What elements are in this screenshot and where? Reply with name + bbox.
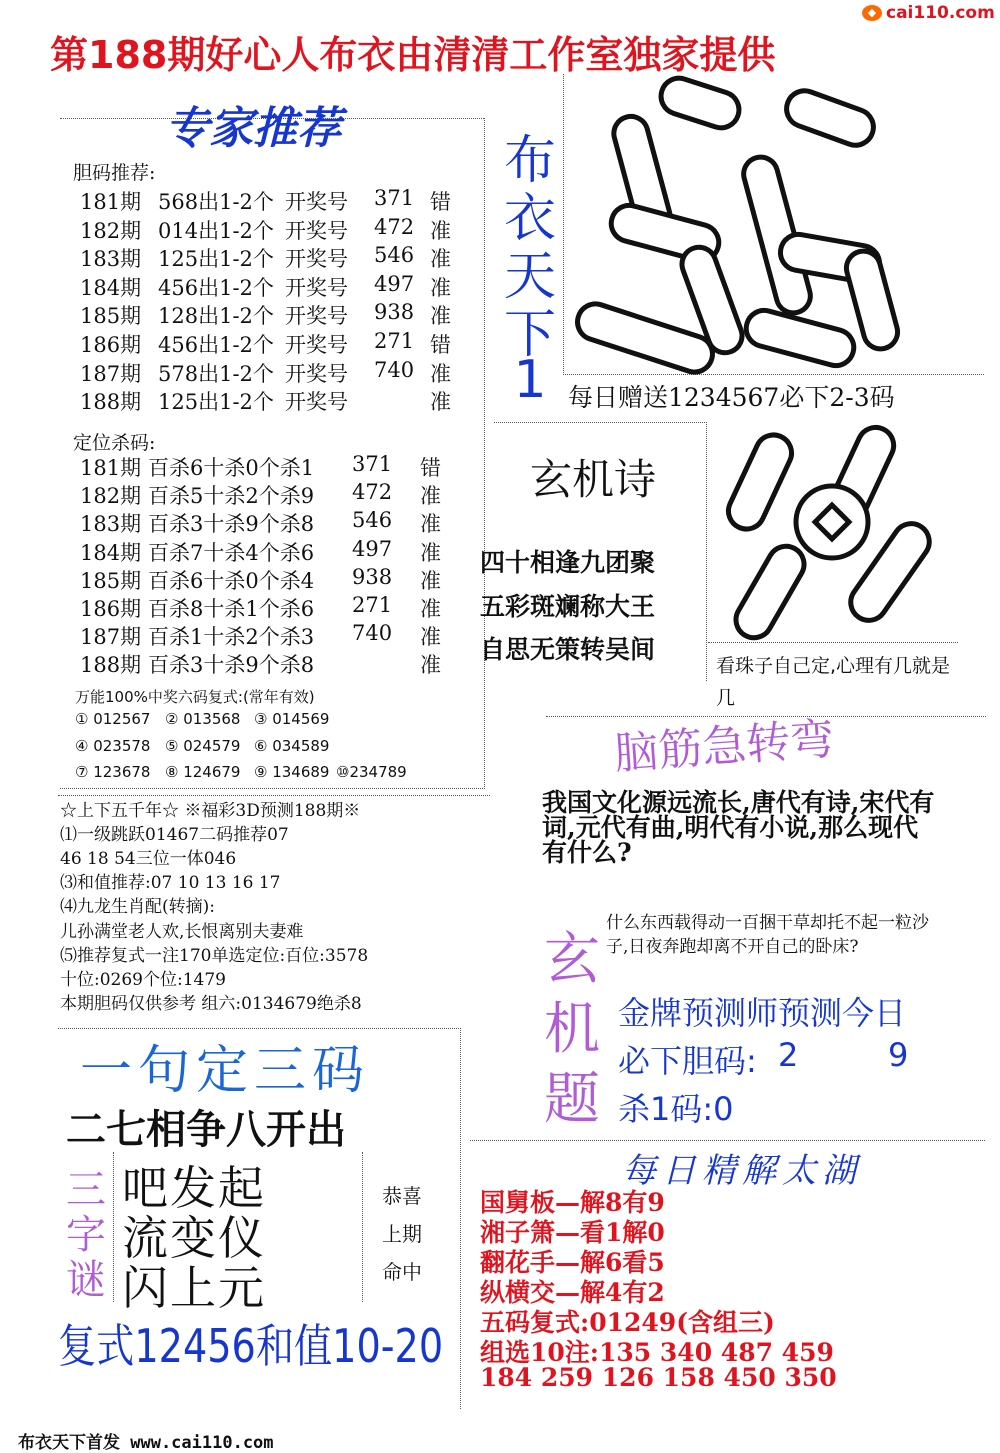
kill-pick: 百杀3十杀9个杀8 [148, 512, 315, 537]
three-word-line: 流变仪 [122, 1211, 266, 1265]
wanneng-code: ⑥ 034589 [254, 736, 330, 755]
kill-pick: 百杀7十杀4个杀6 [148, 540, 315, 565]
dan-mark: 准 [430, 275, 451, 300]
page-title: 第188期好心人布衣由清清工作室独家提供 [50, 33, 776, 77]
dan-period: 184期 [80, 275, 142, 300]
kill-mark: 错 [420, 456, 441, 480]
dan-label: 开奖号 [285, 218, 348, 243]
kill-pick: 百杀6十杀0个杀4 [148, 568, 315, 593]
dan-mark: 准 [430, 304, 451, 329]
dan-pick: 014出1-2个 [158, 218, 274, 243]
daily-gift: 每日赠送1234567必下2-3码 [568, 383, 895, 412]
wanneng-title: 万能100%中奖六码复式:(常年有效) [75, 688, 315, 706]
site-logo[interactable] [858, 2, 1000, 24]
three-word-line: 闪上元 [122, 1261, 266, 1315]
logo-text: cai110.com [886, 3, 995, 23]
poem-line: 五彩斑斓称大王 [480, 591, 656, 621]
dan-pick: 128出1-2个 [158, 304, 274, 329]
dan-mark: 错 [430, 333, 451, 357]
kill-period: 187期 [80, 625, 142, 650]
dan-period: 182期 [80, 218, 142, 243]
dan-period: 185期 [80, 304, 142, 329]
taihu-title: 每日精解太湖 [622, 1151, 862, 1191]
history-line: 46 18 54三位一体046 [60, 849, 237, 870]
gold-kill: 杀1码:0 [618, 1090, 734, 1128]
kill-pick: 百杀5十杀2个杀9 [148, 484, 315, 509]
kill-period: 184期 [80, 540, 142, 565]
xuanji-title-char: 机 [544, 997, 600, 1062]
kill-result: 472 [352, 480, 393, 505]
dan-label: 开奖号 [285, 390, 348, 415]
vertical-title-char: 衣 [503, 189, 556, 249]
vertical-title-char: 下 [503, 305, 556, 365]
one-sentence: 二七相争八开出 [66, 1107, 346, 1153]
kill-mark: 准 [420, 512, 441, 537]
kill-result: 271 [352, 593, 393, 617]
dan-result: 371 [374, 186, 415, 210]
dan-mark: 准 [430, 218, 451, 243]
dan-mark: 准 [430, 247, 451, 272]
kill-mark: 准 [420, 625, 441, 650]
bead-illustration [712, 422, 972, 646]
three-word-rule-right [362, 1152, 363, 1302]
poem-title: 玄机诗 [530, 455, 657, 504]
vertical-title-char: 1 [513, 350, 547, 410]
history-line: 儿孙满堂老人欢,长恨离别夫妻难 [60, 921, 304, 942]
fushi: 复式12456和值10-20 [58, 1319, 444, 1373]
dan-mark: 准 [430, 390, 451, 415]
kill-pick: 百杀3十杀9个杀8 [148, 653, 315, 678]
history-line: ☆上下五千年☆ ※福彩3D预测188期※ [60, 801, 361, 821]
dan-pick: 125出1-2个 [158, 247, 274, 272]
gold-dan-1: 2 [778, 1036, 799, 1074]
kill-mark: 准 [420, 597, 441, 621]
dan-label: 开奖号 [285, 275, 348, 300]
logo-icon: ◆ [862, 5, 882, 21]
kill-result: 938 [352, 564, 393, 589]
taihu-line: 184 259 126 158 450 350 [480, 1363, 837, 1392]
taihu-line: 国舅板—解8有9 [480, 1188, 665, 1217]
kill-mark: 准 [420, 484, 441, 509]
dan-period: 188期 [80, 390, 142, 415]
history-line: ⑸推荐复式一注170单选定位:百位:3578 [60, 945, 369, 966]
dan-label: 开奖号 [285, 247, 348, 272]
wanneng-code: ⑩234789 [336, 763, 407, 781]
dan-pick: 125出1-2个 [158, 390, 274, 415]
congrats-line: 命中 [382, 1260, 422, 1284]
dan-result: 472 [374, 214, 415, 239]
gold-dan-label: 必下胆码: [618, 1042, 757, 1080]
three-word-rule [113, 1152, 114, 1302]
kill-period: 182期 [80, 484, 142, 509]
kill-mark: 准 [420, 540, 441, 565]
dan-pick: 456出1-2个 [158, 333, 274, 357]
kill-result: 371 [352, 452, 393, 476]
xuanji-title-char: 玄 [544, 927, 600, 992]
kill-period: 183期 [80, 512, 142, 537]
congrats-line: 上期 [382, 1222, 422, 1246]
history-line: 本期胆码仅供参考 组六:0134679绝杀8 [60, 993, 362, 1014]
footer[interactable]: 布衣天下首发 www.cai110.com [18, 1433, 274, 1453]
kill-period: 181期 [80, 456, 142, 480]
kill-pick: 百杀8十杀1个杀6 [148, 597, 315, 621]
xuanji-title-char: 题 [544, 1067, 600, 1132]
dan-result: 546 [374, 243, 415, 268]
poem-line: 四十相逢九团聚 [480, 548, 656, 577]
dan-label: 开奖号 [285, 304, 348, 329]
taihu-line: 翻花手—解6看5 [480, 1248, 665, 1277]
three-word-line: 吧发起 [122, 1161, 266, 1215]
big-number-56 [565, 75, 905, 379]
brain-text: 我国文化源远流长,唐代有诗,宋代有词,元代有曲,明代有小说,那么现代有什么? [542, 788, 935, 867]
kill-result: 546 [352, 508, 393, 533]
wanneng-code: ⑦ 123678 [75, 763, 151, 781]
wanneng-code: ③ 014569 [254, 710, 330, 728]
taihu-line: 湘子箫—看1解0 [480, 1218, 665, 1247]
dan-pick: 456出1-2个 [158, 275, 274, 300]
dan-result: 497 [374, 271, 415, 296]
wanneng-code: ① 012567 [75, 710, 151, 728]
taihu-line: 五码复式:01249(含组三) [480, 1308, 775, 1337]
dan-result: 938 [374, 300, 415, 325]
dan-period: 181期 [80, 190, 142, 214]
history-line: ⑴一级跳跃01467二码推荐07 [60, 825, 289, 846]
taihu-line: 组选10注:135 340 487 459 [480, 1338, 834, 1367]
dan-period: 187期 [80, 361, 142, 386]
vertical-title-char: 天 [503, 247, 556, 307]
brain-title: 脑筋急转弯 [612, 713, 836, 780]
three-word-label-char: 谜 [66, 1257, 106, 1303]
dan-pick: 568出1-2个 [158, 190, 274, 214]
gold-title: 金牌预测师预测今日 [618, 994, 907, 1032]
riddle-text: 什么东西载得动一百捆干草却托不起一粒沙子,日夜奔跑却离不开自己的卧床? [606, 913, 929, 957]
wanneng-code: ④ 023578 [75, 736, 151, 755]
dan-mark: 准 [430, 361, 451, 386]
dan-period: 183期 [80, 247, 142, 272]
vertical-title-char: 布 [503, 131, 556, 191]
taihu-title-rule [470, 1140, 985, 1141]
dan-period: 186期 [80, 333, 142, 357]
dan-result: 740 [374, 357, 415, 382]
congrats-line: 恭喜 [382, 1184, 422, 1208]
kill-period: 188期 [80, 653, 142, 678]
wanneng-code: ⑤ 024579 [165, 736, 241, 755]
kill-pick: 百杀6十杀0个杀1 [148, 456, 315, 480]
gold-dan-2: 9 [888, 1036, 909, 1074]
kill-pick: 百杀1十杀2个杀3 [148, 625, 315, 650]
kill-label: 定位杀码: [73, 432, 156, 454]
wanneng-code: ⑨ 134689 [254, 763, 330, 781]
kill-result: 740 [352, 621, 393, 646]
kill-mark: 准 [420, 568, 441, 593]
history-line: ⑶和值推荐:07 10 13 16 17 [60, 873, 281, 894]
dan-result: 271 [374, 329, 415, 353]
one-sentence-title: 一句定三码 [80, 1041, 371, 1101]
kill-mark: 准 [420, 653, 441, 678]
history-line: ⑷九龙生肖配(转摘): [60, 897, 215, 918]
wanneng-code: ② 013568 [165, 710, 241, 728]
three-word-label-char: 字 [66, 1212, 106, 1258]
dan-label: 开奖号 [285, 190, 348, 214]
history-line: 十位:0269个位:1479 [60, 969, 226, 990]
three-word-label-char: 三 [66, 1167, 106, 1213]
dan-label: 胆码推荐: [73, 162, 156, 184]
wanneng-code: ⑧ 124679 [165, 763, 241, 781]
dan-label: 开奖号 [285, 361, 348, 386]
expert-title: 专家推荐 [165, 103, 341, 154]
bead-note: 看珠子自己定,心理有几就是几 [716, 655, 951, 709]
dan-pick: 578出1-2个 [158, 361, 274, 386]
kill-result: 497 [352, 536, 393, 561]
taihu-line: 纵横交—解4有2 [480, 1278, 665, 1307]
dan-label: 开奖号 [285, 333, 348, 357]
kill-period: 186期 [80, 597, 142, 621]
dan-mark: 错 [430, 190, 451, 214]
kill-period: 185期 [80, 568, 142, 593]
poem-line: 自思无策转吴间 [480, 635, 656, 664]
